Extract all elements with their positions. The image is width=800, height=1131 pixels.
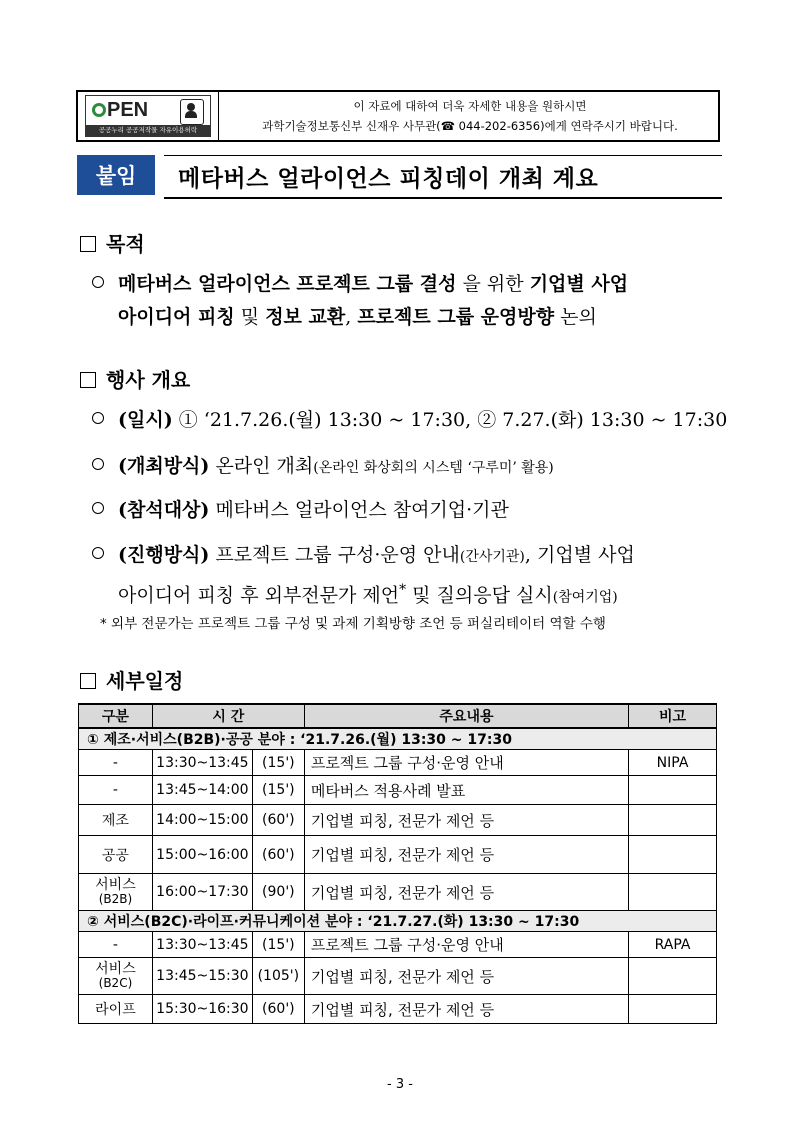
cell-category: 공공 [79, 836, 153, 874]
purpose-text: 기업별 사업 [529, 273, 629, 295]
purpose-text: , [345, 306, 352, 328]
page-number: - 3 - [387, 1077, 413, 1092]
table-row [79, 958, 717, 995]
logo-text: PEN [107, 99, 149, 121]
cell-time: 13:45~14:00 [152, 776, 252, 805]
value: 아이디어 피칭 후 외부전문가 제언 [118, 584, 400, 607]
note: (참여기업) [552, 589, 618, 606]
cell-category [79, 958, 153, 995]
table-row [79, 805, 717, 836]
logo-subtitle: 공공누리 공공저작물 자유이용허락 [86, 125, 210, 136]
circle-bullet-icon [92, 458, 104, 470]
label: (참석대상) [118, 499, 210, 521]
value: 온라인 개최 [215, 455, 314, 477]
cell-duration: (15') [252, 776, 304, 805]
square-bullet-icon [80, 673, 96, 689]
overview-procedure [92, 539, 742, 614]
cell-category: - [79, 750, 153, 776]
title-rule-top [164, 155, 722, 156]
col-header: 시 간 [152, 704, 304, 728]
purpose-text: 및 [240, 306, 260, 328]
cell-duration: (105') [252, 958, 304, 995]
circle-bullet-icon [92, 547, 104, 559]
table-row [79, 750, 717, 776]
footnote-mark: * [399, 582, 407, 598]
table-row [79, 776, 717, 805]
col-header: 구분 [79, 704, 153, 728]
cell-time: 14:00~15:00 [152, 805, 252, 836]
square-bullet-icon [80, 236, 96, 252]
contact-line-1: 이 자료에 대하여 더욱 자세한 내용을 원하시면 [353, 99, 587, 113]
cell-content: 기업별 피칭, 전문가 제언 등 [304, 805, 628, 836]
label: (진행방식) [118, 544, 210, 566]
cell-duration: (60') [252, 995, 304, 1024]
cell-time: 15:30~16:30 [152, 995, 252, 1024]
cell-content: 메타버스 적용사례 발표 [304, 776, 628, 805]
cell-duration: (60') [252, 805, 304, 836]
heading-text: 세부일정 [106, 669, 184, 693]
cell-content: 기업별 피칭, 전문가 제언 등 [304, 958, 628, 995]
cell-category: - [79, 776, 153, 805]
cell-duration: (60') [252, 836, 304, 874]
cell-category: 라이프 [79, 995, 153, 1024]
purpose-text: 아이디어 피칭 [118, 306, 235, 328]
cell-category: 제조 [79, 805, 153, 836]
note: (간사기관) [459, 549, 525, 565]
title-rule-bottom [164, 197, 722, 199]
person-icon [180, 99, 204, 125]
footnote: * 외부 전문가는 프로젝트 그룹 구성 및 과제 기획방향 조언 등 퍼실리테이터 역할 수행 [100, 616, 606, 632]
value: 메타버스 얼라이언스 참여기업·기관 [215, 499, 509, 521]
label: (일시) [118, 409, 173, 431]
table-row [79, 836, 717, 874]
cell-duration: (15') [252, 750, 304, 776]
contact-line-2: 과학기술정보통신부 신재우 사무관(☎ 044-202-6356)에게 연락주시기 바랍니다. [262, 119, 678, 133]
section-heading-purpose [80, 228, 145, 257]
contact-info-box [76, 90, 720, 142]
overview-method [92, 450, 732, 485]
overview-date [92, 404, 732, 437]
cell-note: NIPA [629, 750, 717, 776]
cell-time: 13:30~13:45 [152, 750, 252, 776]
attachment-badge: 붙임 [77, 155, 155, 195]
cell-note [629, 805, 717, 836]
purpose-text: 을 위한 [462, 273, 524, 295]
cell-category-line: (B2B) [98, 892, 133, 906]
page-title: 메타버스 얼라이언스 피칭데이 개최 계요 [178, 166, 599, 192]
day2-title: ② 서비스(B2C)·라이프·커뮤니케이션 분야 : ‘21.7.27.(화) 13:30 ~ 17:30 [79, 911, 717, 932]
purpose-paragraph [92, 268, 732, 334]
col-header: 주요내용 [304, 704, 628, 728]
value: 및 질의응답 실시 [406, 584, 553, 607]
table-header-row [79, 704, 717, 728]
cell-note: RAPA [629, 932, 717, 958]
value: 프로젝트 그룹 구성·운영 안내 [215, 544, 460, 566]
cell-note [629, 874, 717, 911]
table-row [79, 874, 717, 911]
purpose-text: 정보 교환 [265, 306, 346, 328]
cell-content: 프로젝트 그룹 구성·운영 안내 [304, 750, 628, 776]
cell-category: - [79, 932, 153, 958]
cell-note [629, 995, 717, 1024]
purpose-text: 논의 [560, 306, 597, 328]
cell-duration: (90') [252, 874, 304, 911]
section-heading-overview [80, 364, 190, 393]
cell-time: 13:30~13:45 [152, 932, 252, 958]
col-header: 비고 [629, 704, 717, 728]
cell-content: 기업별 피칭, 전문가 제언 등 [304, 874, 628, 911]
cell-note [629, 836, 717, 874]
open-circle-icon [92, 103, 106, 117]
table-row [79, 995, 717, 1024]
value: ① ‘21.7.26.(월) 13:30 ~ 17:30, ② 7.27.(화) 13:30 ~ 17:30 [178, 409, 728, 431]
circle-bullet-icon [92, 502, 104, 514]
value: , 기업별 사업 [524, 544, 635, 566]
overview-target [92, 494, 732, 527]
purpose-text: 메타버스 얼라이언스 프로젝트 그룹 결성 [118, 273, 457, 295]
day1-title: ① 제조·서비스(B2B)·공공 분야 : ‘21.7.26.(월) 13:30 ~ 17:30 [79, 728, 717, 750]
label: (개최방식) [118, 455, 210, 477]
circle-bullet-icon [92, 412, 104, 424]
purpose-text: 프로젝트 그룹 운영방향 [357, 306, 555, 328]
cell-category-line: 서비스 [95, 877, 136, 893]
cell-time: 13:45~15:30 [152, 958, 252, 995]
heading-text: 목적 [106, 232, 145, 256]
square-bullet-icon [80, 372, 96, 388]
schedule-table [78, 703, 717, 1024]
heading-text: 행사 개요 [106, 368, 191, 392]
cell-content: 기업별 피칭, 전문가 제언 등 [304, 836, 628, 874]
cell-category [79, 874, 153, 911]
cell-duration: (15') [252, 932, 304, 958]
cell-time: 15:00~16:00 [152, 836, 252, 874]
cell-content: 기업별 피칭, 전문가 제언 등 [304, 995, 628, 1024]
kogl-open-logo [78, 92, 219, 140]
section-heading-schedule [80, 665, 183, 694]
cell-category-line: 서비스 [95, 961, 136, 977]
table-row [79, 932, 717, 958]
cell-category-line: (B2C) [98, 976, 133, 990]
circle-bullet-icon [92, 276, 104, 288]
cell-note [629, 958, 717, 995]
note: (온라인 화상회의 시스템 ‘구루미’ 활용) [313, 460, 554, 476]
cell-time: 16:00~17:30 [152, 874, 252, 911]
cell-content: 프로젝트 그룹 구성·운영 안내 [304, 932, 628, 958]
cell-note [629, 776, 717, 805]
